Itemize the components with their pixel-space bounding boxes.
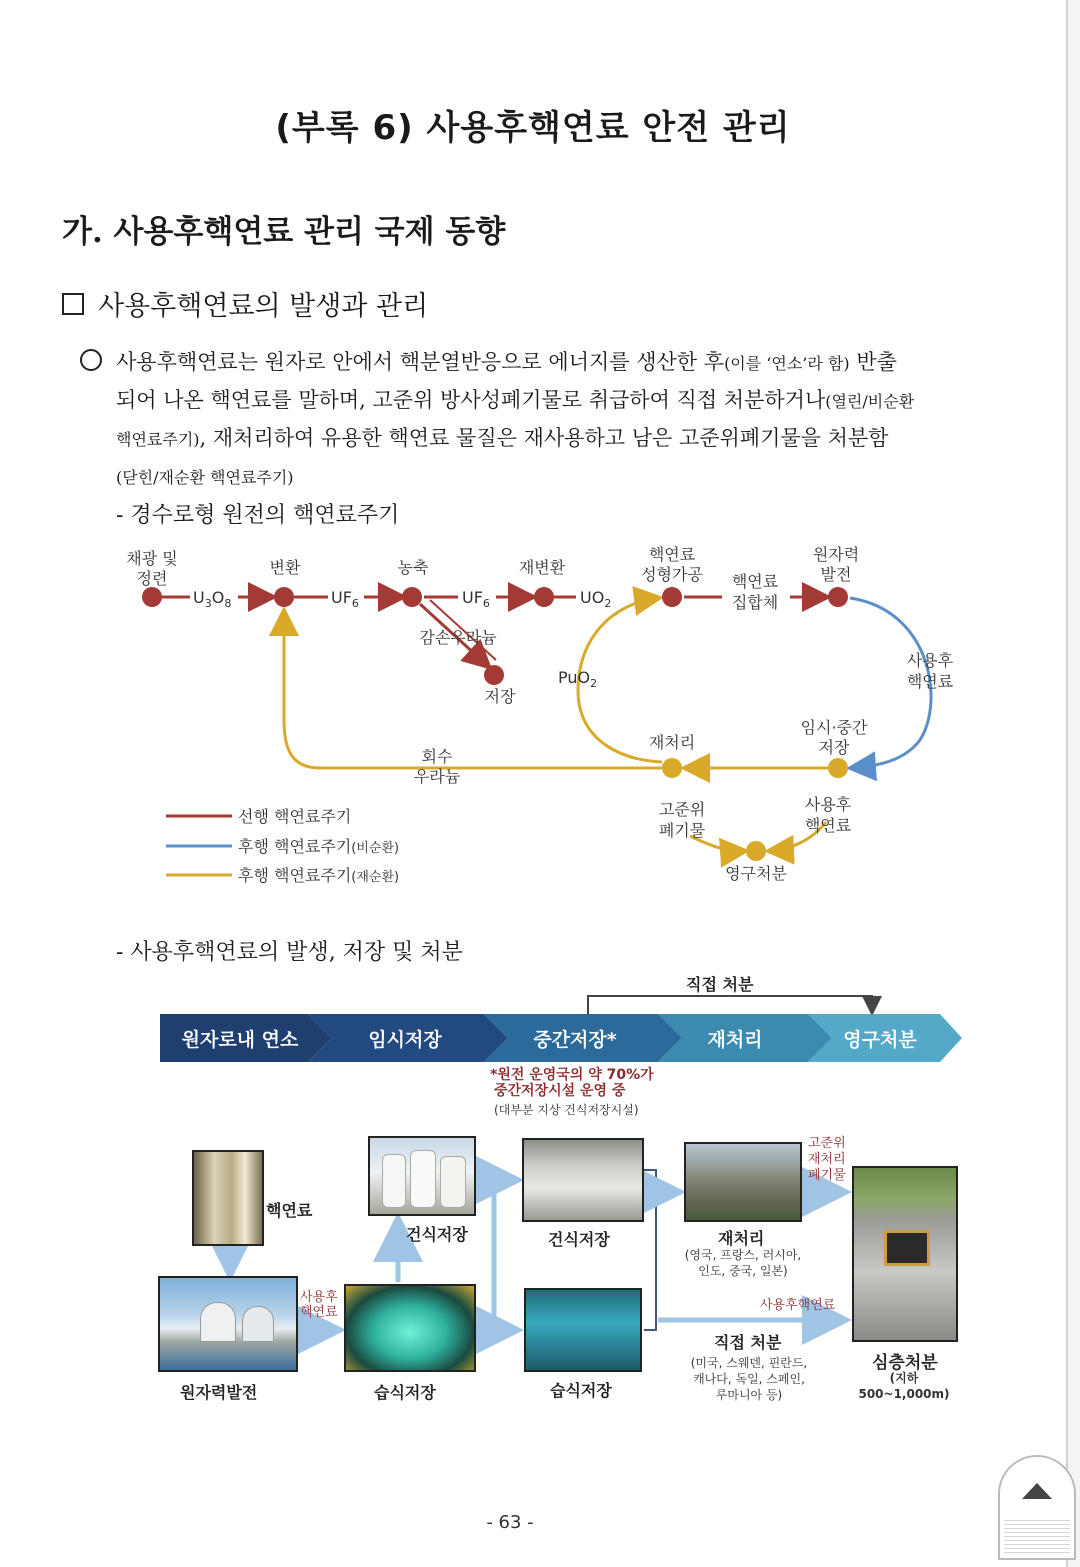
label-uo2: $UO_2$ [580, 588, 612, 610]
label-interim-1: 임시·중간 [800, 718, 868, 737]
label-npp-2: 발전 [820, 565, 852, 584]
para-line-4: (닫힌/재순환 핵연료주기) [116, 468, 294, 487]
hlw-label-2: 재처리 [808, 1152, 846, 1167]
label-assembly-2: 집합체 [731, 593, 779, 612]
stage-disposal: 영구처분 [843, 1028, 917, 1051]
reprocessing-countries-1: (영국, 프랑스, 러시아, [684, 1248, 802, 1262]
para-line-3: 핵연료주기), 재처리하여 유용한 핵연료 물질은 재사용하고 남은 고준위폐기물을 처분함 [116, 426, 889, 450]
stage-reprocessing: 재처리 [707, 1028, 763, 1051]
dry-storage-label-2: 건식저장 [548, 1230, 610, 1249]
label-reprocessing: 재처리 [648, 733, 696, 752]
label-disposal: 영구처분 [725, 864, 787, 883]
label-storage: 저장 [484, 687, 516, 706]
stage-in-reactor: 원자로내 연소 [181, 1028, 299, 1051]
legend-back-closed: 후행 핵연료주기(재순환) [238, 866, 400, 885]
arrow-up-icon [1022, 1483, 1052, 1499]
label-uf6-a: $UF_6$ [331, 588, 359, 610]
label-depleted: 감손우라늄 [419, 628, 497, 647]
deep-disposal-photo [852, 1166, 958, 1342]
stage-temporary: 임시저장 [368, 1028, 442, 1051]
label-reconversion: 재변환 [518, 558, 566, 577]
label-snf-2: 핵연료 [906, 672, 954, 691]
wet-storage-photo-1 [344, 1284, 476, 1372]
legend-front: 선행 핵연료주기 [238, 807, 352, 826]
note-70-percent: *원전 운영국의 약 70%가 [490, 1067, 654, 1083]
label-uf6-b: $UF_6$ [462, 588, 490, 610]
label-recovered-2: 우라늄 [413, 767, 461, 786]
para-line-2: 되어 나온 핵연료를 말하며, 고준위 방사성폐기물로 취급하여 직접 처분하거나(열린/비순환 [116, 388, 915, 412]
page-title: (부록 6) 사용후핵연료 안전 관리 [275, 108, 791, 148]
direct-disposal-label: 직접 처분 [714, 1333, 782, 1352]
label-npp-1: 원자력 [812, 545, 860, 564]
button-texture [1004, 1517, 1070, 1554]
snf-red-label: 사용후핵연료 [760, 1298, 836, 1313]
direct-countries-3: 루마니아 등) [715, 1388, 783, 1402]
stage-interim: 중간저장* [533, 1028, 617, 1051]
npp-label: 원자력발전 [180, 1383, 258, 1402]
label-snf-1: 사용후 [906, 651, 954, 670]
subheading-storage-disposal: - 사용후핵연료의 발생, 저장 및 처분 [116, 940, 463, 965]
direct-disposal-top: 직접 처분 [686, 975, 754, 994]
scroll-to-top-button[interactable] [998, 1455, 1076, 1560]
label-snf-b-1: 사용후 [804, 795, 852, 814]
page-number: - 63 - [486, 1512, 534, 1533]
label-recovered-1: 회수 [421, 747, 453, 766]
subsection-title: 사용후핵연료의 발생과 관리 [98, 291, 429, 322]
direct-countries-2: 캐나다, 독일, 스페인, [693, 1372, 805, 1386]
dry-storage-photo-1 [368, 1136, 476, 1216]
legend-back-open: 후행 핵연료주기(비순환) [238, 837, 400, 856]
label-conversion: 변환 [269, 558, 301, 577]
note-dry-storage: (대부분 지상 건식저장시설) [494, 1103, 639, 1117]
wet-storage-label-2: 습식저장 [550, 1381, 612, 1400]
reprocessing-photo [684, 1142, 802, 1222]
para-line-1: 사용후핵연료는 원자로 안에서 핵분열반응으로 에너지를 생산한 후(이를 ‘연소’라 함) 반출 [116, 350, 897, 374]
label-hlw-2: 폐기물 [658, 821, 706, 840]
dry-storage-label-1: 건식저장 [406, 1225, 468, 1244]
label-fab-1: 핵연료 [648, 545, 696, 564]
reprocessing-countries-2: 인도, 중국, 일본) [698, 1264, 788, 1278]
hlw-label-3: 폐기물 [808, 1168, 846, 1183]
wet-storage-label-1: 습식저장 [374, 1383, 436, 1402]
label-mining-1: 채광 및 [126, 549, 178, 568]
label-interim-2: 저장 [818, 738, 850, 757]
deep-disposal-depth: (지하 500~1,000m) [858, 1371, 950, 1401]
npp-photo [158, 1276, 298, 1372]
subheading-fuel-cycle: - 경수로형 원전의 핵연료주기 [116, 503, 400, 528]
hlw-label-1: 고준위 [808, 1136, 846, 1151]
fuel-label: 핵연료 [266, 1201, 313, 1220]
label-mining-2: 정련 [136, 569, 168, 588]
dry-storage-photo-2 [522, 1138, 644, 1222]
page-gutter [1068, 0, 1080, 1567]
section-heading: 가. 사용후핵연료 관리 국제 동향 [62, 214, 506, 250]
direct-countries-1: (미국, 스웨덴, 핀란드, [690, 1356, 808, 1370]
label-snf-b-2: 핵연료 [804, 816, 852, 835]
label-hlw-1: 고준위 [658, 800, 706, 819]
note-interim-operating: 중간저장시설 운영 중 [494, 1083, 626, 1099]
wet-storage-photo-2 [524, 1288, 642, 1372]
reprocessing-label: 재처리 [718, 1229, 765, 1248]
label-u3o8: $U_3O_8$ [193, 588, 232, 610]
label-assembly-1: 핵연료 [731, 572, 779, 591]
snf-label-1: 사용후 [300, 1290, 338, 1305]
fuel-assembly-photo [192, 1150, 264, 1246]
snf-label-2: 핵연료 [300, 1305, 338, 1320]
label-fab-2: 성형가공 [641, 565, 703, 584]
label-enrichment: 농축 [397, 558, 429, 577]
deep-disposal-label: 심층처분 [872, 1353, 938, 1373]
label-puo2: PuO$_2$ [558, 668, 598, 690]
